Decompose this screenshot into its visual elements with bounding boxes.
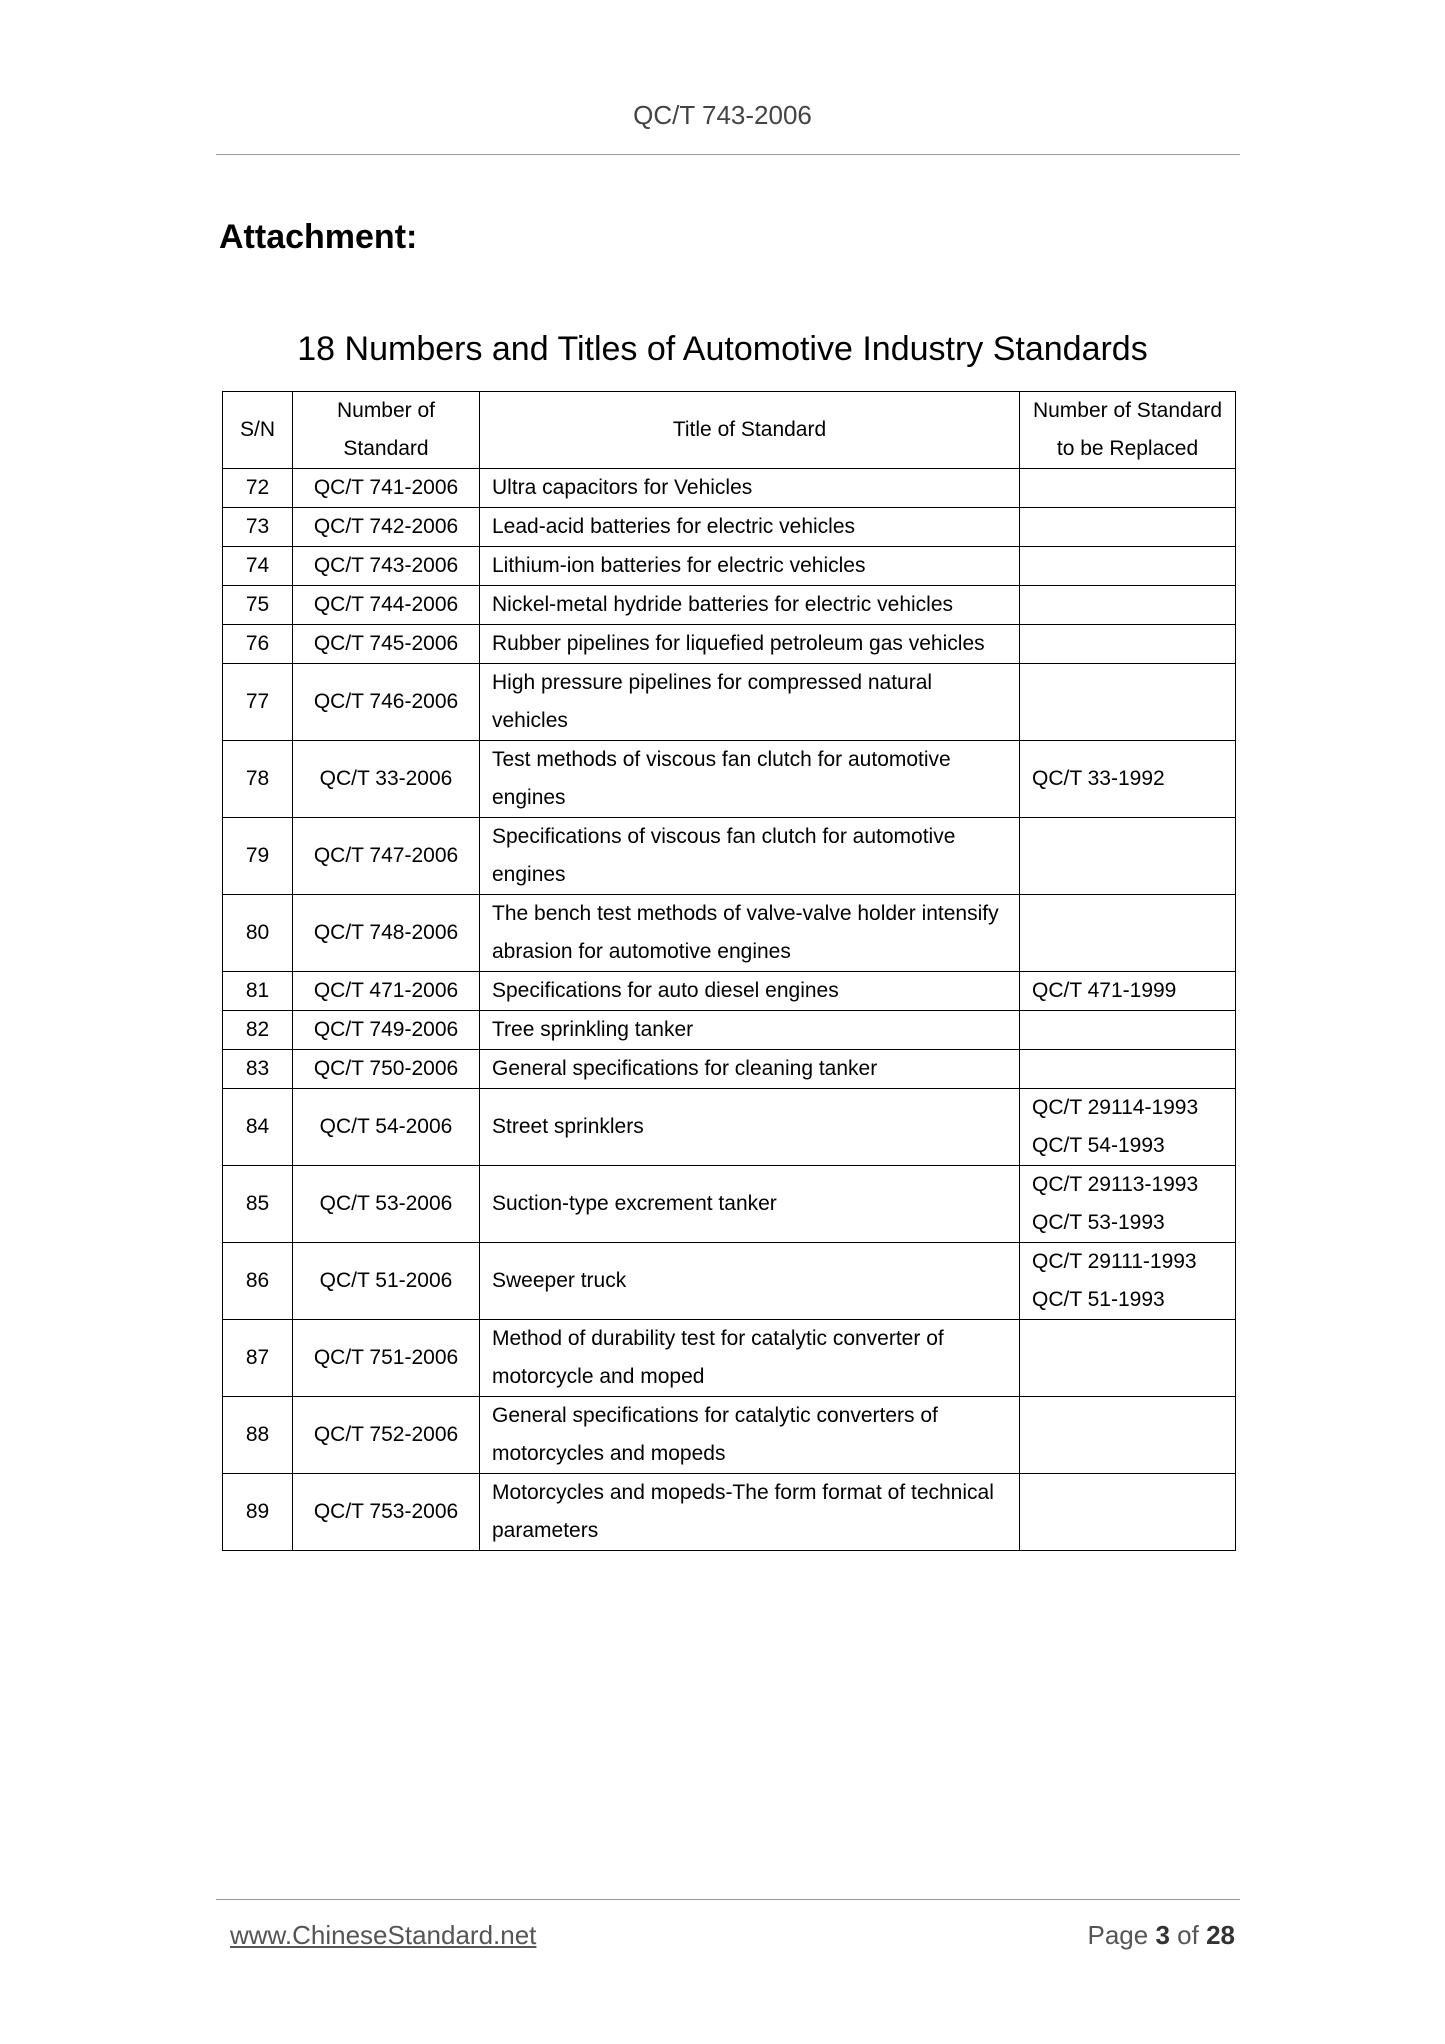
cell-standard-title: Motorcycles and mopeds-The form format of technical parameters [480, 1474, 1020, 1551]
page-total: 28 [1206, 1920, 1235, 1950]
cell-standard-number: QC/T 33-2006 [293, 741, 480, 818]
cell-standard-title: Sweeper truck [480, 1243, 1020, 1320]
cell-standard-number: QC/T 753-2006 [293, 1474, 480, 1551]
cell-sn: 80 [223, 895, 293, 972]
table-row [223, 508, 1236, 547]
table-row [223, 1011, 1236, 1050]
cell-standard-title: Ultra capacitors for Vehicles [480, 469, 1020, 508]
cell-standard-number: QC/T 471-2006 [293, 972, 480, 1011]
cell-standard-number: QC/T 747-2006 [293, 818, 480, 895]
cell-replaced-number [1020, 1397, 1236, 1474]
header-replaced: Number of Standard to be Replaced [1020, 392, 1236, 469]
table-row [223, 1320, 1236, 1397]
cell-sn: 87 [223, 1320, 293, 1397]
cell-sn: 84 [223, 1089, 293, 1166]
footer-divider [216, 1899, 1240, 1900]
header-divider [216, 154, 1240, 155]
cell-standard-title: General specifications for catalytic converters of motorcycles and mopeds [480, 1397, 1020, 1474]
cell-sn: 75 [223, 586, 293, 625]
cell-sn: 82 [223, 1011, 293, 1050]
cell-replaced-number: QC/T 33-1992 [1020, 741, 1236, 818]
cell-standard-number: QC/T 749-2006 [293, 1011, 480, 1050]
cell-standard-title: Nickel-metal hydride batteries for electric vehicles [480, 586, 1020, 625]
cell-standard-number: QC/T 751-2006 [293, 1320, 480, 1397]
cell-sn: 72 [223, 469, 293, 508]
page-word: Page [1087, 1920, 1149, 1950]
page-of: of [1177, 1920, 1199, 1950]
website-link[interactable]: www.ChineseStandard.net [230, 1920, 537, 1950]
table-row [223, 1397, 1236, 1474]
cell-standard-number: QC/T 741-2006 [293, 469, 480, 508]
cell-standard-number: QC/T 748-2006 [293, 895, 480, 972]
cell-replaced-number [1020, 547, 1236, 586]
cell-standard-title: Specifications of viscous fan clutch for automotive engines [480, 818, 1020, 895]
cell-replaced-number [1020, 508, 1236, 547]
cell-standard-number: QC/T 752-2006 [293, 1397, 480, 1474]
cell-replaced-number: QC/T 29113-1993 QC/T 53-1993 [1020, 1166, 1236, 1243]
cell-standard-title: Street sprinklers [480, 1089, 1020, 1166]
table-row [223, 818, 1236, 895]
cell-replaced-number [1020, 1011, 1236, 1050]
cell-standard-title: Suction-type excrement tanker [480, 1166, 1020, 1243]
table-row [223, 586, 1236, 625]
cell-standard-number: QC/T 745-2006 [293, 625, 480, 664]
cell-standard-number: QC/T 746-2006 [293, 664, 480, 741]
cell-standard-number: QC/T 742-2006 [293, 508, 480, 547]
cell-standard-number: QC/T 744-2006 [293, 586, 480, 625]
cell-replaced-number: QC/T 471-1999 [1020, 972, 1236, 1011]
table-row [223, 625, 1236, 664]
cell-standard-title: Lithium-ion batteries for electric vehicles [480, 547, 1020, 586]
header-number: Number of Standard [293, 392, 480, 469]
cell-replaced-number [1020, 664, 1236, 741]
cell-standard-title: Test methods of viscous fan clutch for automotive engines [480, 741, 1020, 818]
page-indicator [1087, 1920, 1235, 1951]
cell-standard-number: QC/T 743-2006 [293, 547, 480, 586]
cell-standard-title: High pressure pipelines for compressed natural vehicles [480, 664, 1020, 741]
cell-standard-title: Rubber pipelines for liquefied petroleum gas vehicles [480, 625, 1020, 664]
cell-sn: 88 [223, 1397, 293, 1474]
cell-sn: 81 [223, 972, 293, 1011]
cell-replaced-number [1020, 895, 1236, 972]
header-doc-code: QC/T 743-2006 [633, 100, 812, 130]
table-row [223, 1089, 1236, 1166]
cell-standard-number: QC/T 750-2006 [293, 1050, 480, 1089]
cell-replaced-number [1020, 469, 1236, 508]
cell-replaced-number [1020, 1050, 1236, 1089]
table-body [223, 469, 1236, 1551]
cell-standard-title: Lead-acid batteries for electric vehicles [480, 508, 1020, 547]
cell-standard-title: Tree sprinkling tanker [480, 1011, 1020, 1050]
cell-replaced-number [1020, 1320, 1236, 1397]
cell-sn: 76 [223, 625, 293, 664]
cell-replaced-number [1020, 625, 1236, 664]
header-sn: S/N [223, 392, 293, 469]
cell-replaced-number [1020, 1474, 1236, 1551]
table-row [223, 547, 1236, 586]
table-row [223, 469, 1236, 508]
cell-sn: 77 [223, 664, 293, 741]
standards-table [222, 391, 1236, 1551]
cell-standard-title: Method of durability test for catalytic converter of motorcycle and moped [480, 1320, 1020, 1397]
table-row [223, 972, 1236, 1011]
table-row [223, 1166, 1236, 1243]
table-title: 18 Numbers and Titles of Automotive Industry Standards [297, 330, 1148, 368]
cell-sn: 86 [223, 1243, 293, 1320]
cell-sn: 83 [223, 1050, 293, 1089]
cell-replaced-number: QC/T 29111-1993 QC/T 51-1993 [1020, 1243, 1236, 1320]
cell-sn: 73 [223, 508, 293, 547]
cell-sn: 89 [223, 1474, 293, 1551]
table-row [223, 1243, 1236, 1320]
cell-standard-number: QC/T 51-2006 [293, 1243, 480, 1320]
cell-sn: 85 [223, 1166, 293, 1243]
table-row [223, 1050, 1236, 1089]
cell-replaced-number: QC/T 29114-1993 QC/T 54-1993 [1020, 1089, 1236, 1166]
cell-sn: 79 [223, 818, 293, 895]
table-row [223, 895, 1236, 972]
table-row [223, 741, 1236, 818]
table-header-row [223, 392, 1236, 469]
cell-standard-number: QC/T 54-2006 [293, 1089, 480, 1166]
cell-replaced-number [1020, 586, 1236, 625]
cell-standard-number: QC/T 53-2006 [293, 1166, 480, 1243]
cell-replaced-number [1020, 818, 1236, 895]
cell-standard-title: The bench test methods of valve-valve holder intensify abrasion for automotive engines [480, 895, 1020, 972]
table-row [223, 664, 1236, 741]
header-title: Title of Standard [480, 392, 1020, 469]
page-current: 3 [1155, 1920, 1170, 1950]
cell-standard-title: General specifications for cleaning tanker [480, 1050, 1020, 1089]
cell-standard-title: Specifications for auto diesel engines [480, 972, 1020, 1011]
table-row [223, 1474, 1236, 1551]
cell-sn: 78 [223, 741, 293, 818]
cell-sn: 74 [223, 547, 293, 586]
attachment-label: Attachment: [219, 218, 418, 256]
